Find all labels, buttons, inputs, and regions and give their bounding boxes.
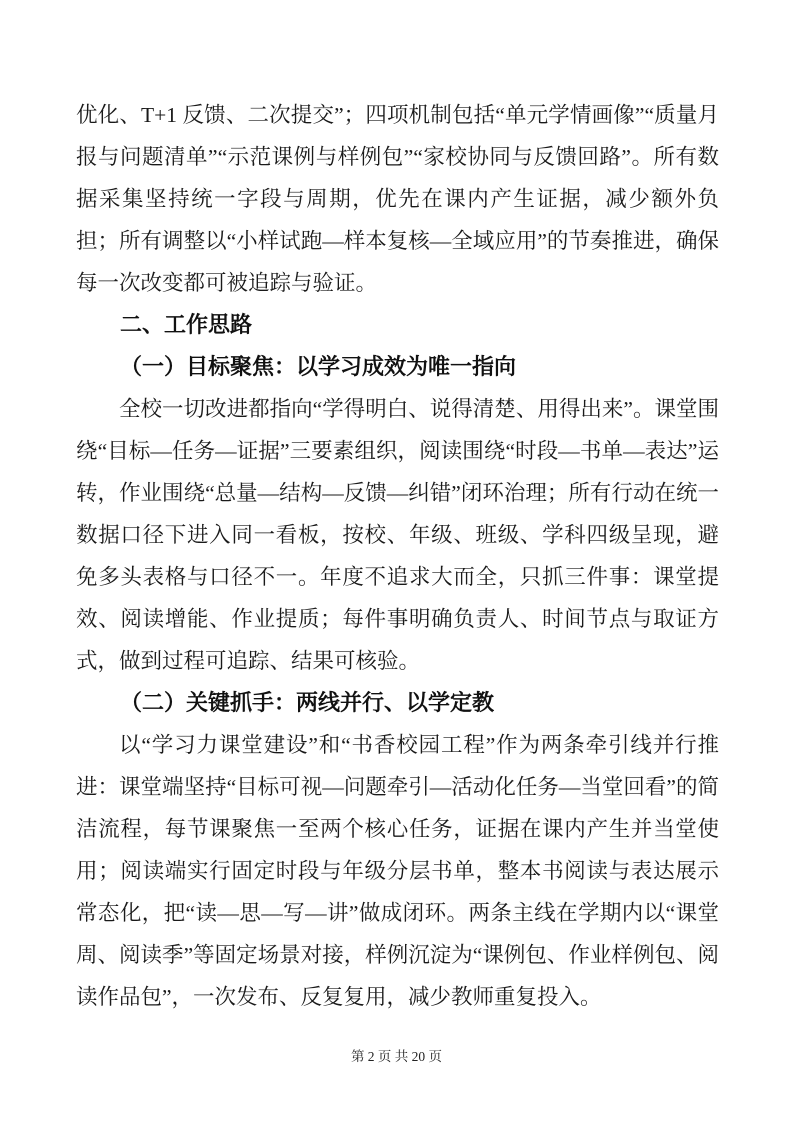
section-heading-work-approach: 二、工作思路 [120, 312, 253, 337]
subsection-heading-key-levers: （二）关键抓手：两线并行、以学定教 [120, 690, 495, 715]
paragraph-goal-focus: 全校一切改进都指向“学得明白、说得清楚、用得出来”。课堂围绕“目标—任务—证据”三要素组织，阅读围绕“时段—书单—表达”运转，作业围绕“总量—结构—反馈—纠错”闭环治理；所有行动在统一数据口径下进入同一看板，按校、年级、班级、学科四级呈现，避免多头表格与口径不一。年度不追求大而全，只抓三件事：课堂提效、阅读增能、作业提质；每件事明确负责人、时间节点与取证方式，做到过程可追踪、结果可核验。 [76, 397, 719, 673]
page-footer [0, 1048, 793, 1066]
paragraph-continued-from-previous-page: 优化、T+1 反馈、二次提交”；四项机制包括“单元学情画像”“质量月报与问题清单”“示范课例与样例包”“家校协同与反馈回路”。所有数据采集坚持统一字段与周期，优先在课内产生证据，减少额外负担；所有调整以“小样试跑—样本复核—全域应用”的节奏推进，确保每一次改变都可被追踪与验证。 [76, 103, 719, 295]
paragraph-key-levers: 以“学习力课堂建设”和“书香校园工程”作为两条牵引线并行推进：课堂端坚持“目标可视—问题牵引—活动化任务—当堂回看”的简洁流程，每节课聚焦一至两个核心任务，证据在课内产生并当堂使用；阅读端实行固定时段与年级分层书单，整本书阅读与表达展示常态化，把“读—思—写—讲”做成闭环。两条主线在学期内以“课堂周、阅读季”等固定场景对接，样例沉淀为“课例包、作业样例包、阅读作品包”，一次发布、反复复用，减少教师重复投入。 [76, 733, 719, 1009]
document-body [76, 94, 719, 1018]
subsection-heading-goal-focus: （一）目标聚焦：以学习成效为唯一指向 [120, 354, 517, 379]
page-number-label: 第 2 页 共 20 页 [350, 1049, 443, 1064]
